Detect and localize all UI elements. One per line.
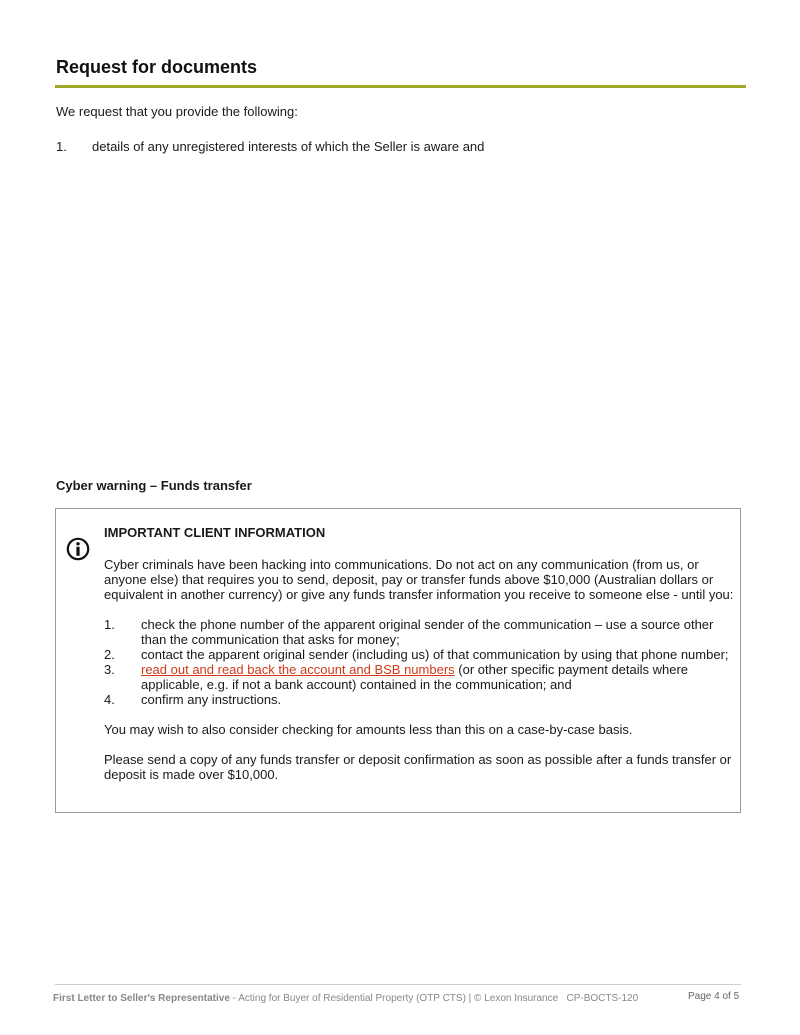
step-number: 3. bbox=[104, 662, 115, 677]
footer bbox=[53, 993, 638, 1004]
step-text: check the phone number of the apparent original sender of the communication – use a source other than the communication that asks for money; bbox=[141, 617, 714, 647]
step-text: (or other specific payment details where applicable, e.g. if not a bank account) contained in the communication; and bbox=[141, 662, 689, 692]
steps-list bbox=[104, 617, 736, 707]
footer-doc-title: First Letter to Seller's Representative bbox=[53, 993, 230, 1004]
step-number: 1. bbox=[104, 617, 115, 632]
list-item bbox=[104, 692, 736, 707]
confirmation-paragraph: Please send a copy of any funds transfer or deposit confirmation as soon as possible after a funds transfer or deposit is made over $10,000. bbox=[104, 752, 732, 782]
account-numbers-link[interactable]: read out and read back the account and BSB numbers bbox=[141, 662, 455, 677]
consider-paragraph: You may wish to also consider checking for amounts less than this on a case-by-case basis. bbox=[104, 722, 633, 737]
step-text: contact the apparent original sender (including us) of that communication by using that phone number; bbox=[141, 647, 729, 662]
page-number: Page 4 of 5 bbox=[688, 991, 740, 1002]
info-icon bbox=[66, 537, 90, 561]
request-item-text: details of any unregistered interests of which the Seller is aware and bbox=[92, 139, 485, 154]
heading-divider bbox=[55, 85, 746, 88]
list-item bbox=[104, 617, 736, 647]
section-heading: Request for documents bbox=[56, 57, 258, 77]
intro-text: We request that you provide the following: bbox=[56, 104, 298, 119]
footer-code: CP-BOCTS-120 bbox=[566, 993, 639, 1004]
footer-divider bbox=[55, 984, 741, 985]
warning-paragraph: Cyber criminals have been hacking into communications. Do not act on any communication (from us, or anyone else) that requires you to send, deposit, pay or transfer funds above $10,000 (Australian dollars or equivalent in another currency) or give any funds transfer information you receive to someone else - until you: bbox=[104, 557, 734, 602]
cyber-warning-box bbox=[55, 508, 741, 813]
request-item-number: 1. bbox=[56, 139, 67, 154]
cyber-warning-title: Cyber warning – Funds transfer bbox=[56, 478, 252, 493]
list-item bbox=[104, 662, 736, 692]
step-text: confirm any instructions. bbox=[141, 692, 282, 707]
cyber-warning-content bbox=[104, 525, 736, 782]
footer-subtitle: - Acting for Buyer of Residential Property (OTP CTS) | © Lexon Insurance bbox=[229, 993, 559, 1004]
list-item bbox=[104, 647, 736, 662]
step-number: 4. bbox=[104, 692, 115, 707]
important-heading: IMPORTANT CLIENT INFORMATION bbox=[104, 525, 326, 540]
step-number: 2. bbox=[104, 647, 115, 662]
